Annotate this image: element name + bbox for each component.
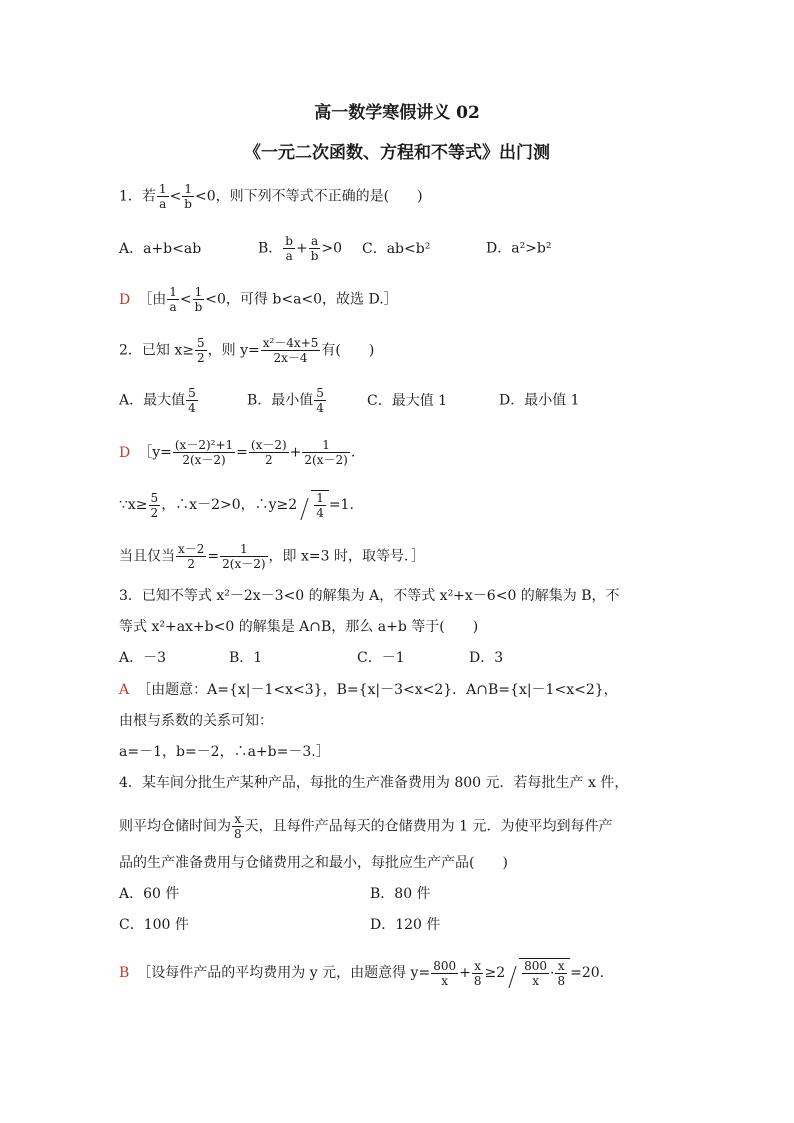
q2-option-a: A．最大值 $\frac{5}{4}$ xyxy=(119,386,196,415)
q2-options xyxy=(119,386,580,415)
q1-stem: 1．若 $\frac{1}{a}$ < $\frac{1}{b}$ <0，则下列不等式不正确的是( ) xyxy=(119,182,423,211)
q4-options-row1 xyxy=(119,884,179,904)
q2-stem: 2．已知 x≥ $\frac{5}{2}$ ，则 y= $\frac{\text{x²－4x+5}}{2x-4}$ 有( ) xyxy=(119,336,375,365)
answer-letter: D xyxy=(119,444,131,461)
q3-option-c: C．－1 xyxy=(357,650,405,666)
q1-option-b: B． $\frac{b}{a}$ + $\frac{a}{b}$ >0 xyxy=(258,234,343,263)
q1-option-d: D．a²>b² xyxy=(486,240,552,257)
page-subtitle: 《一元二次函数、方程和不等式》出门测 xyxy=(244,143,550,163)
q4-option-a: A．60 件 xyxy=(119,886,180,902)
fraction: $\frac{1}{b}$ xyxy=(184,182,192,211)
q2-answer-line1: D ［y= $\frac{\text{(x－2)²+1}}{2(x-2)}$ = $\frac{(x-2)}{2}$ + $\frac{1}{2(x-2)}$ . xyxy=(119,438,356,467)
answer-letter: B xyxy=(119,965,130,981)
q3-option-b: B．1 xyxy=(229,650,263,666)
q1-options xyxy=(119,234,552,263)
q2-option-d: D．最小值 1 xyxy=(499,392,580,409)
q3-answer-line2: 由根与系数的关系可知： xyxy=(119,713,273,729)
q3-option-a: A．－3 xyxy=(119,650,167,666)
q2-answer-line2: ∵x≥ $\frac{5}{2}$ ，∴x－2>0，∴y≥2 $\frac{1}{4}$ =1. xyxy=(119,490,354,520)
q3-stem-line2: 等式 x²+ax+b<0 的解集是 A∩B，那么 a+b 等于( ) xyxy=(119,619,479,635)
q4-stem-line3: 品的生产准备费用与仓储费用之和最小，每批应生产产品( ) xyxy=(119,855,508,871)
q2-option-c: C．最大值 1 xyxy=(367,392,448,409)
q2-answer-line3: 当且仅当 $\frac{x-2}{2}$ = $\frac{1}{2(x-2)}$ ，即 x=3 时，取等号．］ xyxy=(119,542,425,571)
q3-stem-line1: 3．已知不等式 x²－2x－3<0 的解集为 A，不等式 x²+x－6<0 的解集为 B，不 xyxy=(119,588,620,604)
q1-option-c: C．ab<b² xyxy=(362,240,431,257)
q4-option-d: D．120 件 xyxy=(370,917,441,933)
sqrt-symbol: $\frac{1}{4}$ xyxy=(299,490,329,520)
q3-option-d: D．3 xyxy=(469,650,504,666)
fraction: $\frac{1}{a}$ xyxy=(158,182,167,211)
q4-stem-line1: 4．某车间分批生产某种产品，每批的生产准备费用为 800 元．若每批生产 x 件， xyxy=(119,775,629,791)
q4-option-b: B．80 件 xyxy=(370,886,431,902)
q1-option-a: A．a+b<ab xyxy=(119,240,202,257)
answer-letter: A xyxy=(119,682,130,698)
q1-answer: D ［由 $\frac{1}{a}$ < $\frac{1}{b}$ <0，可得 b<a<0，故选 D.］ xyxy=(119,285,398,314)
q3-answer-line1: A ［由题意：A={x|－1<x<3}，B={x|－3<x<2}．A∩B={x|－1<x<2}， xyxy=(119,682,618,698)
sqrt-symbol: $\frac{800}{x}$ · $\frac{x}{8}$ xyxy=(507,958,570,988)
q3-options xyxy=(119,648,503,668)
q4-answer: B ［设每件产品的平均费用为 y 元，由题意得 y= $\frac{800}{x}$ + $\frac{x}{8}$ ≥2 $\frac{800}{x}$ · $\frac{x}{8}$ =20. xyxy=(119,958,605,988)
q2-option-b: B．最小值 $\frac{5}{4}$ xyxy=(247,386,324,415)
q4-option-c: C．100 件 xyxy=(119,917,189,933)
page-title: 高一数学寒假讲义 02 xyxy=(314,103,480,123)
answer-letter: D xyxy=(119,291,131,308)
q3-answer-line3: a=－1，b=－2，∴a+b=－3.］ xyxy=(119,744,330,760)
q4-stem-line2: 则平均仓储时间为 $\frac{x}{8}$ 天，且每件产品每天的仓储费用为 1 元．为使平均到每件产 xyxy=(119,812,613,841)
q4-options-row2 xyxy=(119,915,189,935)
